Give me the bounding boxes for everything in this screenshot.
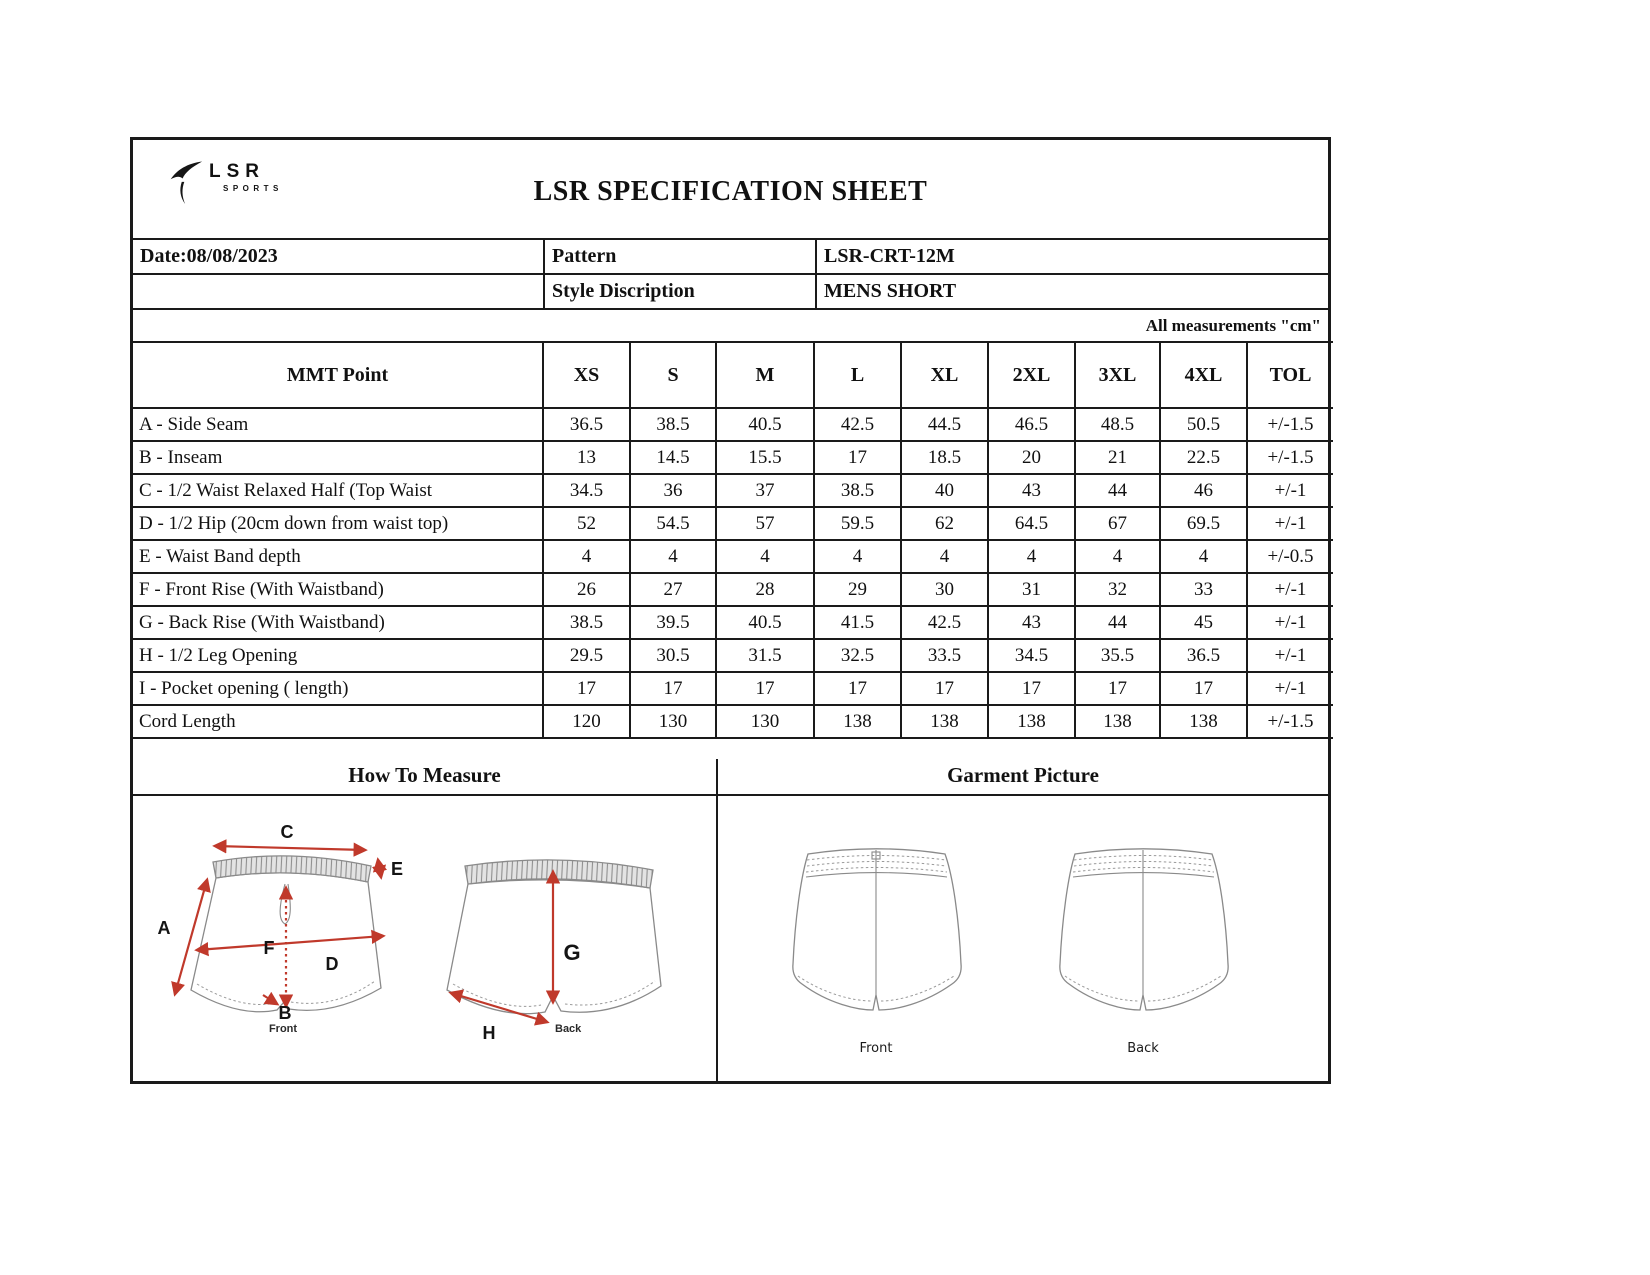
tolerance-value: +/-0.5 <box>1247 540 1333 573</box>
measurement-value: 44.5 <box>901 408 988 441</box>
table-row <box>133 507 1333 540</box>
measurement-value: 4 <box>988 540 1075 573</box>
measurement-value: 64.5 <box>988 507 1075 540</box>
col-header-m: M <box>716 342 814 408</box>
measurement-value: 17 <box>543 672 630 705</box>
measurement-value: 35.5 <box>1075 639 1160 672</box>
measurement-value: 43 <box>988 606 1075 639</box>
measure-label-f: F <box>263 938 275 958</box>
style-label: Style Discription <box>543 275 815 308</box>
mmt-point-label: H - 1/2 Leg Opening <box>133 639 543 672</box>
measurement-value: 17 <box>988 672 1075 705</box>
measurement-value: 69.5 <box>1160 507 1247 540</box>
measure-back-caption: Back <box>555 1023 582 1035</box>
measure-label-h: H <box>482 1023 496 1043</box>
measurement-value: 17 <box>901 672 988 705</box>
measurement-value: 67 <box>1075 507 1160 540</box>
measure-label-e: E <box>390 859 404 879</box>
col-header-2xl: 2XL <box>988 342 1075 408</box>
table-row <box>133 705 1333 738</box>
date-value: Date:08/08/2023 <box>140 245 278 267</box>
table-row <box>133 474 1333 507</box>
table-row <box>133 606 1333 639</box>
mmt-point-label: C - 1/2 Waist Relaxed Half (Top Waist <box>133 474 543 507</box>
measurement-value: 42.5 <box>901 606 988 639</box>
measure-front-caption: Front <box>268 1023 298 1035</box>
measurement-value: 130 <box>716 705 814 738</box>
col-header-4xl: 4XL <box>1160 342 1247 408</box>
tolerance-value: +/-1.5 <box>1247 705 1333 738</box>
measurement-value: 138 <box>814 705 901 738</box>
measurement-value: 32.5 <box>814 639 901 672</box>
measurement-value: 20 <box>988 441 1075 474</box>
measurement-value: 27 <box>630 573 716 606</box>
measurement-value: 130 <box>630 705 716 738</box>
measurement-value: 14.5 <box>630 441 716 474</box>
mmt-point-label: G - Back Rise (With Waistband) <box>133 606 543 639</box>
measure-label-b: B <box>278 1003 292 1023</box>
measurement-value: 4 <box>630 540 716 573</box>
garment-front-caption: Front <box>859 1041 893 1056</box>
tolerance-value: +/-1 <box>1247 672 1333 705</box>
pattern-label: Pattern <box>543 240 815 273</box>
measurement-value: 40.5 <box>716 606 814 639</box>
measurement-value: 30 <box>901 573 988 606</box>
measurement-value: 37 <box>716 474 814 507</box>
style-row-empty-cell <box>133 275 543 308</box>
measure-diagram-back <box>431 840 693 1062</box>
measurement-value: 38.5 <box>630 408 716 441</box>
garment-sketch-back <box>1041 814 1246 1064</box>
sheet-header <box>133 140 1328 238</box>
measurement-value: 22.5 <box>1160 441 1247 474</box>
measurement-value: 138 <box>988 705 1075 738</box>
measurement-value: 138 <box>1160 705 1247 738</box>
measurement-value: 36.5 <box>543 408 630 441</box>
tolerance-value: +/-1.5 <box>1247 441 1333 474</box>
col-header-mmt-point: MMT Point <box>133 342 543 408</box>
table-row <box>133 408 1333 441</box>
tolerance-value: +/-1 <box>1247 573 1333 606</box>
measurement-value: 33 <box>1160 573 1247 606</box>
measurement-value: 21 <box>1075 441 1160 474</box>
col-header-xs: XS <box>543 342 630 408</box>
page-title: LSR SPECIFICATION SHEET <box>533 176 928 207</box>
measurement-value: 50.5 <box>1160 408 1247 441</box>
measurement-value: 42.5 <box>814 408 901 441</box>
measurement-value: 31.5 <box>716 639 814 672</box>
how-to-measure-panel <box>133 796 716 1081</box>
measurement-value: 4 <box>1160 540 1247 573</box>
measurement-value: 15.5 <box>716 441 814 474</box>
pattern-value: LSR-CRT-12M <box>815 240 1328 273</box>
measurement-value: 59.5 <box>814 507 901 540</box>
measurement-value: 43 <box>988 474 1075 507</box>
diagram-row <box>133 794 1328 1081</box>
measurement-value: 138 <box>1075 705 1160 738</box>
garment-sketch-front <box>774 814 979 1064</box>
spec-sheet <box>130 137 1331 1084</box>
measurement-value: 4 <box>901 540 988 573</box>
table-header-row <box>133 342 1333 408</box>
logo-subtext: SPORTS <box>223 184 283 193</box>
style-row <box>133 273 1328 308</box>
measurement-value: 54.5 <box>630 507 716 540</box>
measurement-value: 62 <box>901 507 988 540</box>
measurement-value: 17 <box>716 672 814 705</box>
col-header-tol: TOL <box>1247 342 1333 408</box>
measure-label-g: G <box>563 940 581 965</box>
measurement-value: 32 <box>1075 573 1160 606</box>
measurement-value: 29.5 <box>543 639 630 672</box>
measure-label-a: A <box>157 918 171 938</box>
measurement-value: 4 <box>1075 540 1160 573</box>
tolerance-value: +/-1.5 <box>1247 408 1333 441</box>
mmt-point-label: E - Waist Band depth <box>133 540 543 573</box>
tolerance-value: +/-1 <box>1247 507 1333 540</box>
measurement-value: 17 <box>630 672 716 705</box>
measurement-value: 4 <box>543 540 630 573</box>
measurement-value: 38.5 <box>814 474 901 507</box>
measurement-value: 34.5 <box>988 639 1075 672</box>
measurement-value: 4 <box>716 540 814 573</box>
measurement-value: 44 <box>1075 606 1160 639</box>
table-row <box>133 573 1333 606</box>
tolerance-value: +/-1 <box>1247 639 1333 672</box>
measure-label-c: C <box>280 822 294 842</box>
measurement-value: 48.5 <box>1075 408 1160 441</box>
measurement-value: 28 <box>716 573 814 606</box>
measurement-value: 45 <box>1160 606 1247 639</box>
how-to-measure-heading: How To Measure <box>348 763 501 787</box>
col-header-l: L <box>814 342 901 408</box>
measure-label-d: D <box>325 954 339 974</box>
measurement-value: 39.5 <box>630 606 716 639</box>
date-pattern-row <box>133 238 1328 273</box>
measurement-value: 29 <box>814 573 901 606</box>
measurement-value: 120 <box>543 705 630 738</box>
units-note: All measurements "cm" <box>133 308 1328 341</box>
measurement-value: 17 <box>1075 672 1160 705</box>
measure-diagram-front <box>151 820 423 1060</box>
tolerance-value: +/-1 <box>1247 474 1333 507</box>
garment-back-caption: Back <box>1127 1041 1159 1056</box>
measurement-value: 52 <box>543 507 630 540</box>
section-header-row <box>133 759 1328 794</box>
measurement-value: 138 <box>901 705 988 738</box>
measurement-value: 34.5 <box>543 474 630 507</box>
mmt-point-label: D - 1/2 Hip (20cm down from waist top) <box>133 507 543 540</box>
measurement-value: 36 <box>630 474 716 507</box>
style-value: MENS SHORT <box>815 275 1328 308</box>
mmt-point-label: F - Front Rise (With Waistband) <box>133 573 543 606</box>
measurement-value: 36.5 <box>1160 639 1247 672</box>
logo-text: LSR <box>209 161 265 182</box>
measurement-value: 18.5 <box>901 441 988 474</box>
garment-picture-heading: Garment Picture <box>716 759 1328 794</box>
measurement-value: 40.5 <box>716 408 814 441</box>
mmt-point-label: Cord Length <box>133 705 543 738</box>
measurement-value: 13 <box>543 441 630 474</box>
mmt-point-label: I - Pocket opening ( length) <box>133 672 543 705</box>
measurement-value: 46 <box>1160 474 1247 507</box>
measurement-value: 38.5 <box>543 606 630 639</box>
garment-picture-panel <box>716 796 1328 1081</box>
measurement-value: 17 <box>814 441 901 474</box>
measurement-value: 26 <box>543 573 630 606</box>
table-row <box>133 672 1333 705</box>
col-header-xl: XL <box>901 342 988 408</box>
tolerance-value: +/-1 <box>1247 606 1333 639</box>
measurement-value: 17 <box>814 672 901 705</box>
col-header-s: S <box>630 342 716 408</box>
measurement-value: 33.5 <box>901 639 988 672</box>
measurement-value: 40 <box>901 474 988 507</box>
measurement-value: 30.5 <box>630 639 716 672</box>
measurement-value: 46.5 <box>988 408 1075 441</box>
mmt-point-label: A - Side Seam <box>133 408 543 441</box>
measurement-table <box>133 341 1333 739</box>
mmt-point-label: B - Inseam <box>133 441 543 474</box>
measurement-value: 17 <box>1160 672 1247 705</box>
measurement-value: 31 <box>988 573 1075 606</box>
measurement-value: 44 <box>1075 474 1160 507</box>
measurement-value: 57 <box>716 507 814 540</box>
table-row <box>133 639 1333 672</box>
table-row <box>133 441 1333 474</box>
col-header-3xl: 3XL <box>1075 342 1160 408</box>
table-row <box>133 540 1333 573</box>
measurement-value: 4 <box>814 540 901 573</box>
measurement-value: 41.5 <box>814 606 901 639</box>
